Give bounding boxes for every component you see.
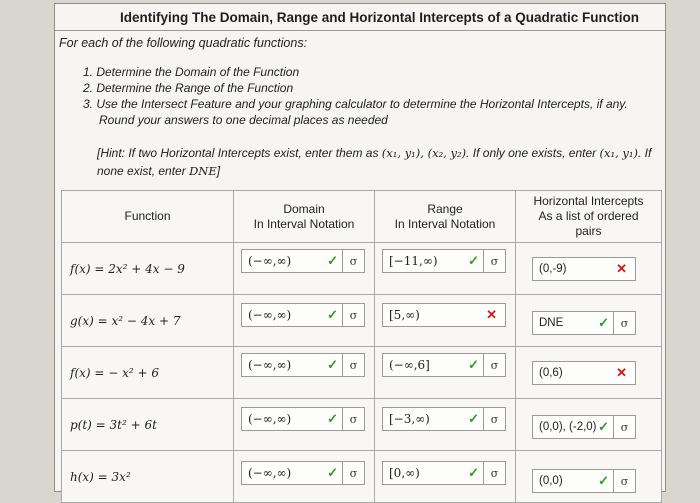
domain-answer-box[interactable] [241,249,365,273]
table-row [62,243,662,295]
domain-answer-value: (−∞,∞) [248,412,292,426]
intercepts-answer-value: (0,0) [539,475,563,487]
key-icon[interactable]: σ [613,312,635,334]
answer-table [61,190,662,503]
range-answer-value: [5,∞) [389,308,420,322]
table-row [62,451,662,503]
function-cell [62,347,234,399]
function-expression: f(x) = 2x² + 4x − 9 [70,261,185,276]
domain-answer-value: (−∞,∞) [248,466,292,480]
domain-cell [234,399,375,451]
function-cell [62,399,234,451]
table-row [62,347,662,399]
range-answer-value: [0,∞) [389,466,420,480]
domain-answer-box[interactable] [241,407,365,431]
problem-sheet [54,3,666,492]
cross-icon: ✕ [616,365,627,381]
intercepts-cell [516,399,662,451]
hint-text [97,144,657,180]
intercepts-answer-box[interactable] [532,311,636,335]
check-icon: ✓ [327,357,338,373]
step-3: 3. Use the Intersect Feature and your graphing calculator to determine the Horizontal Intercepts, if any. Round your answers to one decimal places as needed [83,97,628,127]
table-row [62,295,662,347]
check-icon: ✓ [598,419,609,435]
intercepts-answer-box[interactable] [532,361,636,385]
function-cell [62,451,234,503]
table-row [62,399,662,451]
cross-icon: ✕ [616,261,627,277]
check-icon: ✓ [598,315,609,331]
range-cell [375,451,516,503]
range-cell [375,295,516,347]
domain-cell [234,243,375,295]
check-icon: ✓ [468,357,479,373]
instructions-intro: For each of the following quadratic functions: [59,36,308,50]
range-cell [375,399,516,451]
key-icon[interactable]: σ [613,416,635,438]
header-intercepts [516,191,662,243]
range-answer-box[interactable] [382,461,506,485]
check-icon: ✓ [468,411,479,427]
domain-cell [234,451,375,503]
step-2: 2. Determine the Range of the Function [83,81,294,95]
hint-part-2: . If only one exists, enter [466,146,600,160]
domain-answer-box[interactable] [241,461,365,485]
key-icon[interactable]: σ [483,462,505,484]
header-range [375,191,516,243]
header-domain-title: Domain [283,201,325,216]
range-answer-box[interactable] [382,353,506,377]
header-range-title: Range [427,201,463,216]
header-domain-subtitle: In Interval Notation [253,216,355,231]
hint-part-1: [Hint: If two Horizontal Intercepts exist, enter them as [97,146,382,160]
key-icon[interactable]: σ [342,354,364,376]
function-expression: h(x) = 3x² [70,469,131,484]
step-1: 1. Determine the Domain of the Function [83,65,300,79]
instruction-steps [83,64,663,128]
key-icon[interactable]: σ [483,354,505,376]
check-icon: ✓ [327,307,338,323]
check-icon: ✓ [598,473,609,489]
range-answer-box[interactable] [382,303,506,327]
key-icon[interactable]: σ [342,304,364,326]
function-expression: p(t) = 3t² + 6t [70,417,157,432]
intercepts-answer-value: (0,-9) [539,263,567,275]
hint-part-4: ] [216,164,221,178]
intercepts-answer-box[interactable] [532,415,636,439]
hint-part-3: . If none exist, enter [97,146,652,178]
header-intercepts-line-1: Horizontal Intercepts [533,194,644,208]
header-function: Function [62,191,234,243]
intercepts-cell [516,451,662,503]
key-icon[interactable]: σ [342,462,364,484]
key-icon[interactable]: σ [613,470,635,492]
function-expression: g(x) = x² − 4x + 7 [70,313,181,328]
function-cell [62,243,234,295]
key-icon[interactable]: σ [483,408,505,430]
domain-cell [234,347,375,399]
header-intercepts-line-2: As a list of ordered [538,209,639,223]
key-icon[interactable]: σ [342,408,364,430]
range-answer-value: [−11,∞) [389,254,438,268]
range-cell [375,347,516,399]
range-cell [375,243,516,295]
header-intercepts-line-3: pairs [575,224,602,238]
intercepts-cell [516,347,662,399]
intercepts-answer-value: (0,0), (-2,0) [539,421,597,433]
intercepts-answer-value: (0,6) [539,367,563,379]
domain-answer-value: (−∞,∞) [248,254,292,268]
check-icon: ✓ [468,465,479,481]
key-icon[interactable]: σ [483,250,505,272]
intercepts-cell [516,243,662,295]
domain-answer-box[interactable] [241,303,365,327]
intercepts-answer-value: DNE [539,317,564,329]
function-cell [62,295,234,347]
key-icon[interactable]: σ [342,250,364,272]
function-expression: f(x) = − x² + 6 [70,365,160,380]
range-answer-box[interactable] [382,249,506,273]
domain-answer-value: (−∞,∞) [248,308,292,322]
hint-math-dne: DNE [189,164,217,178]
intercepts-answer-box[interactable] [532,257,636,281]
domain-cell [234,295,375,347]
intercepts-cell [516,295,662,347]
check-icon: ✓ [327,253,338,269]
intercepts-answer-box[interactable] [532,469,636,493]
check-icon: ✓ [468,253,479,269]
domain-answer-box[interactable] [241,353,365,377]
range-answer-value: [−3,∞) [389,412,430,426]
header-domain [234,191,375,243]
header-range-subtitle: In Interval Notation [394,216,496,231]
check-icon: ✓ [327,411,338,427]
domain-answer-value: (−∞,∞) [248,358,292,372]
page-title: Identifying The Domain, Range and Horizontal Intercepts of a Quadratic Function [55,4,665,31]
hint-math-two-pairs: (x₁, y₁), (x₂, y₂) [381,146,467,160]
hint-math-one-pair: (x₁, y₁) [599,146,638,160]
range-answer-box[interactable] [382,407,506,431]
range-answer-value: (−∞,6] [389,358,430,372]
check-icon: ✓ [327,465,338,481]
cross-icon: ✕ [486,307,497,323]
